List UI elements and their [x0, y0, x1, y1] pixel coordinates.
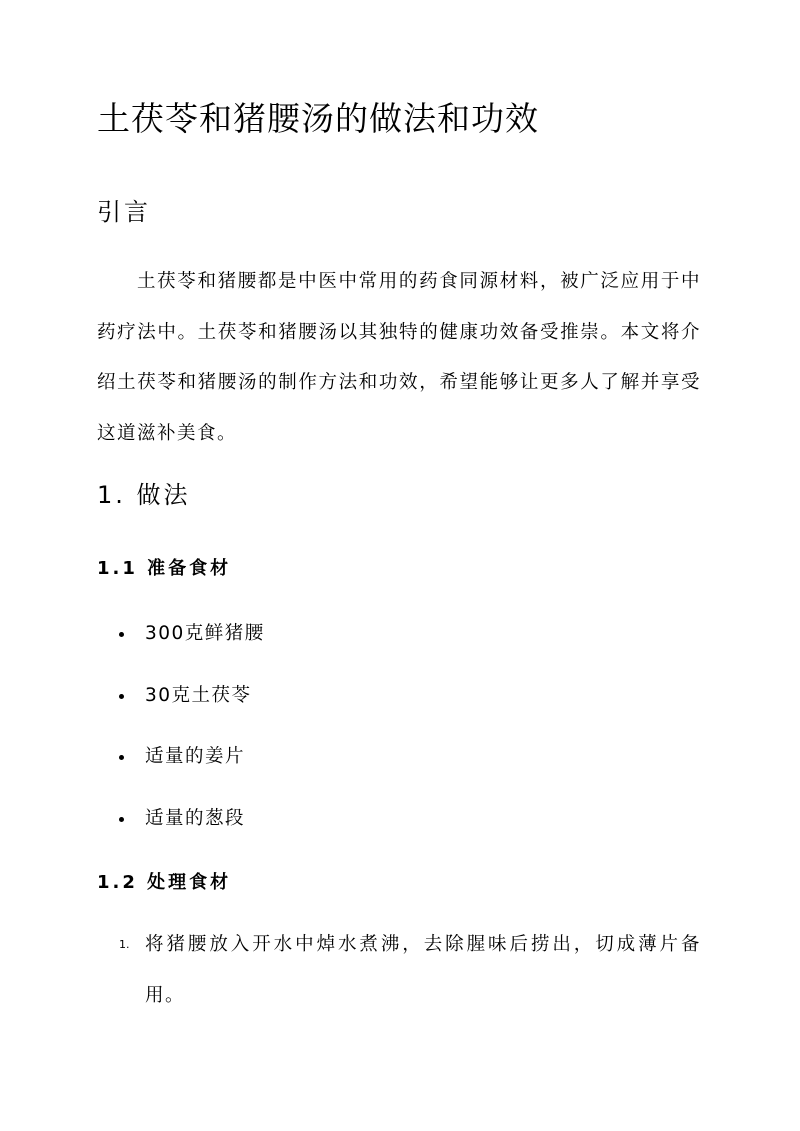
- step-text: 将猪腰放入开水中焯水煮沸，去除腥味后捞出，切成薄片备用。: [145, 934, 701, 1006]
- method-heading: 1. 做法: [97, 481, 191, 509]
- ingredient-item: [0, 681, 700, 711]
- ingredient-text: 适量的姜片: [145, 746, 246, 767]
- ingredient-item: [0, 619, 700, 649]
- intro-heading: 引言: [97, 198, 151, 226]
- ingredient-text: 300克鲜猪腰: [145, 623, 265, 644]
- bullet-icon: [119, 817, 124, 822]
- ingredient-text: 30克土茯苓: [145, 685, 252, 706]
- ingredient-text: 适量的葱段: [145, 808, 246, 829]
- intro-paragraph: 土茯苓和猪腰都是中医中常用的药食同源材料，被广泛应用于中药疗法中。土茯苓和猪腰汤以其独特的健康功效备受推崇。本文将介绍土茯苓和猪腰汤的制作方法和功效，希望能够让更多人了解并享受这道滋补美食。: [97, 271, 701, 444]
- step-number: 1.: [119, 938, 130, 951]
- bullet-icon: [119, 632, 124, 637]
- ingredient-item: [0, 804, 700, 834]
- ingredient-item: [0, 742, 700, 772]
- ingredients-heading: 1.1 准备食材: [97, 558, 232, 579]
- document-title: 土茯苓和猪腰汤的做法和功效: [97, 99, 539, 138]
- processing-heading: 1.2 处理食材: [97, 872, 232, 893]
- bullet-icon: [119, 755, 124, 760]
- bullet-icon: [119, 694, 124, 699]
